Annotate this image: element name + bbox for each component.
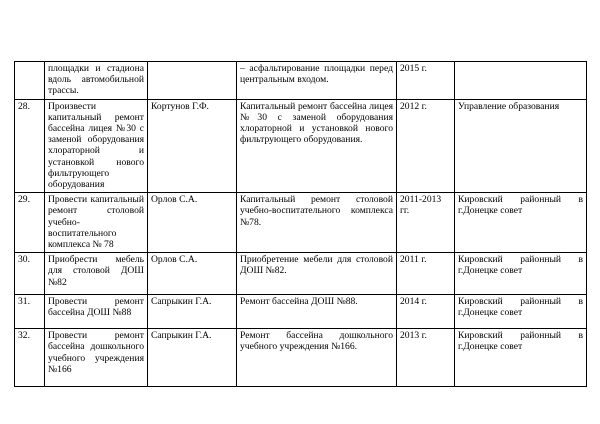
responsible-cell: Орлов С.А. [148, 193, 237, 253]
table-row [15, 62, 587, 100]
row-number [15, 62, 45, 100]
executor-cell: Управление образования [455, 99, 587, 193]
table-row [15, 99, 587, 193]
table-row [15, 295, 587, 329]
responsible-cell: Сапрыкин Г.А. [148, 329, 237, 387]
measures-table [14, 61, 587, 387]
period-cell: 2012 г. [397, 99, 455, 193]
measure-cell: Приобрести мебель для столовой ДОШ №82 [45, 253, 148, 295]
table-row [15, 329, 587, 387]
content-cell: Ремонт бассейна ДОШ №88. [237, 295, 397, 329]
responsible-cell: Сапрыкин Г.А. [148, 295, 237, 329]
executor-cell: Кировский районный в г.Донецке совет [455, 295, 587, 329]
responsible-cell: Орлов С.А. [148, 253, 237, 295]
row-number: 28. [15, 99, 45, 193]
measure-cell: Провести ремонт бассейна ДОШ №88 [45, 295, 148, 329]
row-number: 31. [15, 295, 45, 329]
executor-cell: Кировский районный в г.Донецке совет [455, 329, 587, 387]
table-row [15, 193, 587, 253]
responsible-cell [148, 62, 237, 100]
measure-cell: площадки и стадиона вдоль автомобильной трассы. [45, 62, 148, 100]
row-number: 29. [15, 193, 45, 253]
row-number: 32. [15, 329, 45, 387]
period-cell: 2015 г. [397, 62, 455, 100]
period-cell: 2011 г. [397, 253, 455, 295]
measure-cell: Провести ремонт бассейна дошкольного учебного учреждения №166 [45, 329, 148, 387]
content-cell: Капитальный ремонт бассейна лицея №30 с заменой оборудования хлораторной и установкой нового фильтрующего оборудования. [237, 99, 397, 193]
table-row [15, 253, 587, 295]
period-cell: 2011-2013 гг. [397, 193, 455, 253]
measure-cell: Провести капитальный ремонт столовой учебно-воспитательного комплекса № 78 [45, 193, 148, 253]
row-number: 30. [15, 253, 45, 295]
responsible-cell: Кортунов Г.Ф. [148, 99, 237, 193]
content-cell: – асфальтирование площадки перед центральным входом. [237, 62, 397, 100]
content-cell: Ремонт бассейна дошкольного учебного учреждения №166. [237, 329, 397, 387]
measure-cell: Произвести капитальный ремонт бассейна лицея №30 с заменой оборудования хлораторной и установкой нового фильтрующего оборудования [45, 99, 148, 193]
executor-cell [455, 62, 587, 100]
content-cell: Капитальный ремонт столовой учебно-воспитательного комплекса №78. [237, 193, 397, 253]
executor-cell: Кировский районный в г.Донецке совет [455, 193, 587, 253]
period-cell: 2014 г. [397, 295, 455, 329]
content-cell: Приобретение мебели для столовой ДОШ №82. [237, 253, 397, 295]
period-cell: 2013 г. [397, 329, 455, 387]
executor-cell: Кировский районный в г.Донецке совет [455, 253, 587, 295]
